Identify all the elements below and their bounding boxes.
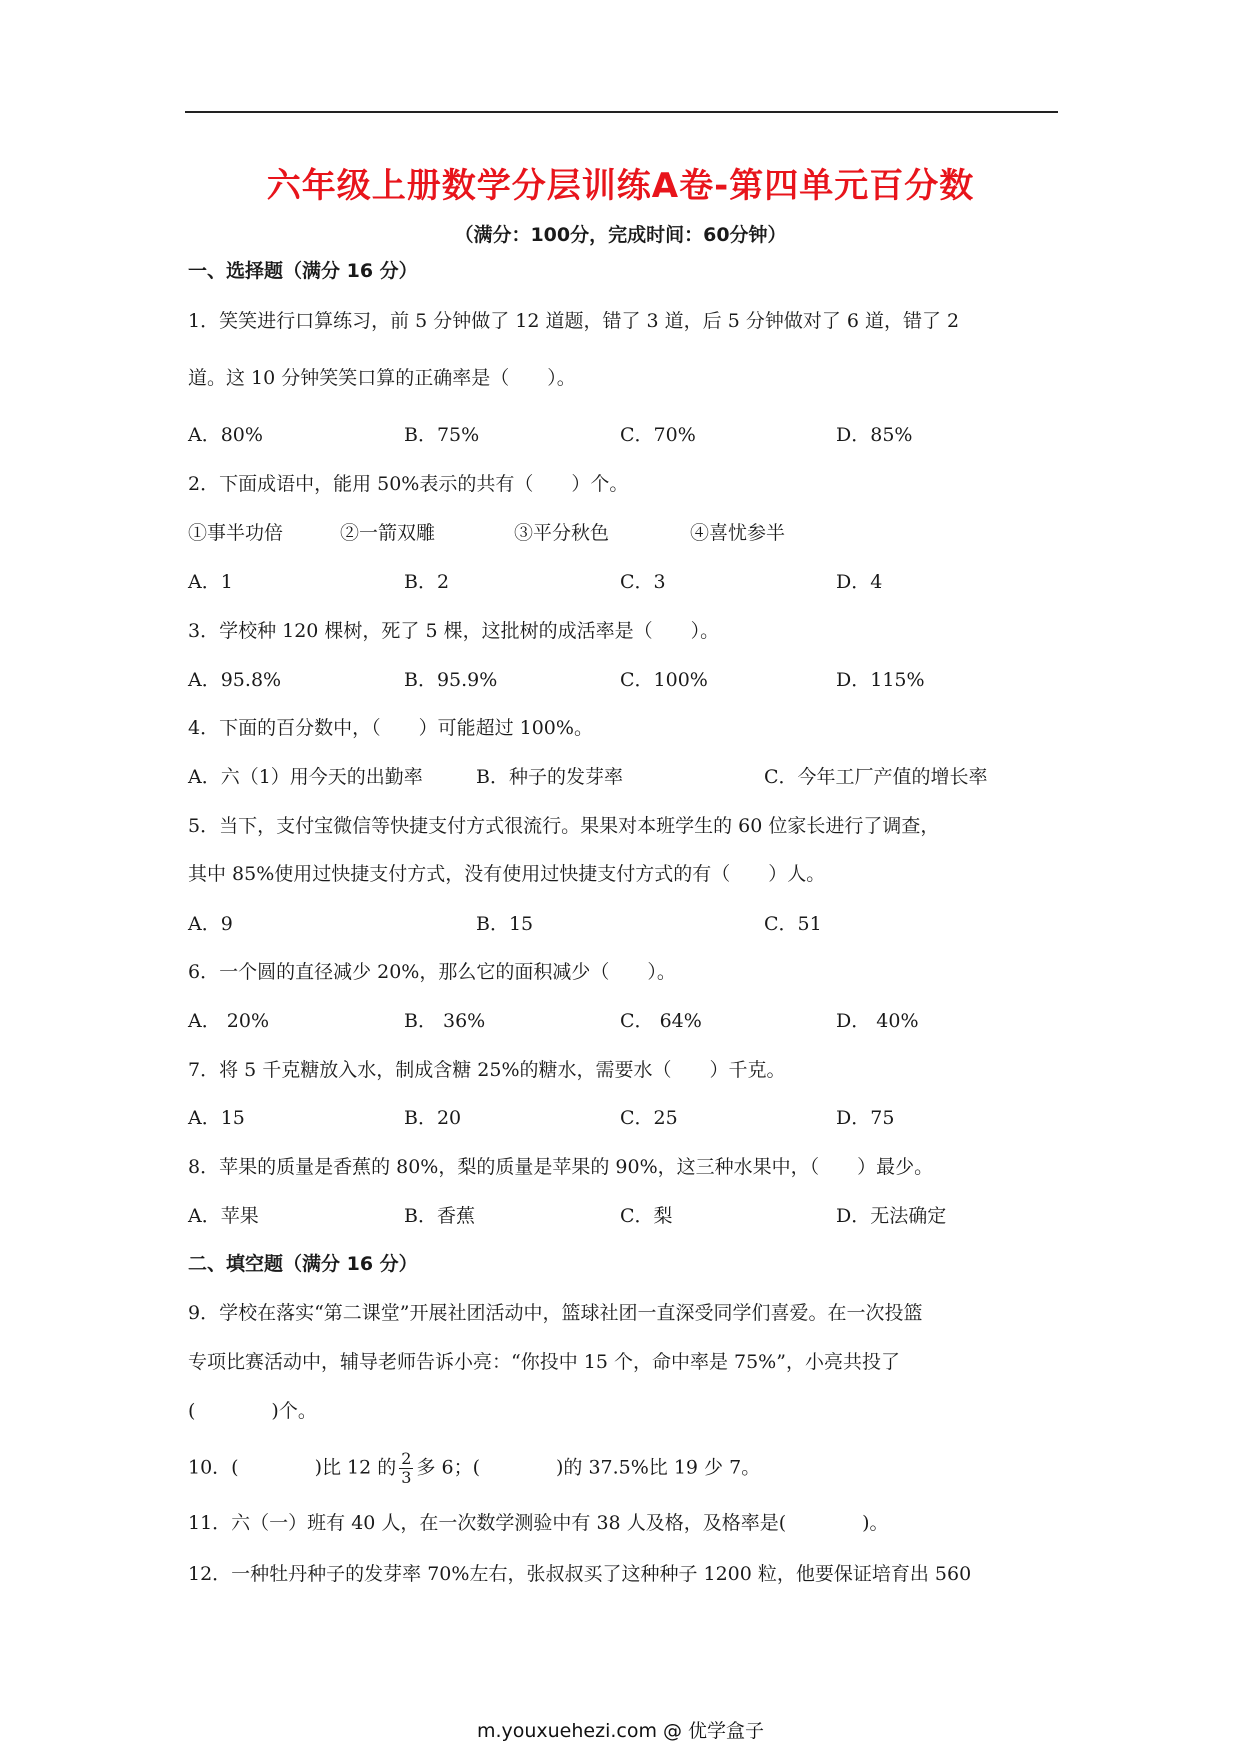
question-7-option-c: C．25 [620,1107,678,1129]
question-3-option-c: C．100% [620,669,708,691]
section-heading-choice: 一、选择题（满分 16 分） [188,260,418,282]
question-2-option-b: B．2 [404,571,450,593]
question-12-line-1: 12．一种牡丹种子的发芽率 70%左右，张叔叔买了这种种子 1200 粒，他要保证培育出 560 [188,1563,972,1585]
question-2-line-1: 2．下面成语中，能用 50%表示的共有（ ）个。 [188,473,629,495]
question-9-line-1: 9．学校在落实“第二课堂”开展社团活动中，篮球社团一直深受同学们喜爱。在一次投篮 [188,1302,923,1324]
question-1-line-2: 道。这 10 分钟笑笑口算的正确率是（ ）。 [188,367,576,389]
question-6-option-d: D． 40% [836,1010,919,1032]
question-2-option-a: A．1 [188,571,233,593]
section-heading-fill: 二、填空题（满分 16 分） [188,1253,418,1275]
question-5-option-b: B．15 [476,913,534,935]
question-2-idiom-4: ④喜忧参半 [690,522,786,544]
question-3-option-d: D．115% [836,669,925,691]
question-2-idiom-3: ③平分秋色 [514,522,610,544]
question-9-line-2: 专项比赛活动中，辅导老师告诉小亮：“你投中 15 个，命中率是 75%”，小亮共投了 [188,1351,900,1373]
question-6-line-1: 6．一个圆的直径减少 20%，那么它的面积减少（ ）。 [188,961,676,983]
question-6-option-c: C． 64% [620,1010,702,1032]
question-1-option-d: D．85% [836,424,913,446]
question-3-line-1: 3．学校种 120 棵树，死了 5 棵，这批树的成活率是（ ）。 [188,620,720,642]
question-10-part-2: 多 6；( )的 37.5%比 19 少 7。 [416,1456,761,1479]
fraction-numerator: 2 [401,1449,412,1468]
question-6-option-a: A． 20% [188,1010,269,1032]
page-subtitle: （满分：100分，完成时间：60分钟） [454,224,787,246]
question-5-line-1: 5．当下，支付宝微信等快捷支付方式很流行。果果对本班学生的 60 位家长进行了调查， [188,815,940,837]
fraction-denominator: 3 [401,1468,412,1487]
question-5-option-a: A．9 [188,913,233,935]
question-10 [188,1450,760,1487]
question-5-line-2: 其中 85%使用过快捷支付方式，没有使用过快捷支付方式的有（ ）人。 [188,863,826,885]
question-1-option-b: B．75% [404,424,480,446]
question-7-line-1: 7．将 5 千克糖放入水，制成含糖 25%的糖水，需要水（ ）千克。 [188,1059,786,1081]
question-7-option-a: A．15 [188,1107,245,1129]
question-4-option-b: B．种子的发芽率 [476,766,623,788]
question-7-option-d: D．75 [836,1107,895,1129]
question-8-option-b: B．香蕉 [404,1205,475,1227]
question-1-option-a: A．80% [188,424,263,446]
question-8-option-d: D．无法确定 [836,1205,947,1227]
question-8-option-c: C．梨 [620,1205,673,1227]
question-2-idiom-1: ①事半功倍 [188,522,284,544]
question-10-part-1: 10．( )比 12 的 [188,1456,397,1479]
question-3-option-a: A．95.8% [188,669,282,691]
question-4-option-a: A．六（1）用今天的出勤率 [188,766,423,788]
question-1-line-1: 1．笑笑进行口算练习，前 5 分钟做了 12 道题，错了 3 道，后 5 分钟做对了 6 道，错了 2 [188,310,960,332]
question-8-line-1: 8．苹果的质量是香蕉的 80%，梨的质量是苹果的 90%，这三种水果中，（ ）最少。 [188,1156,934,1178]
question-8-option-a: A．苹果 [188,1205,259,1227]
question-3-option-b: B．95.9% [404,669,498,691]
question-4-option-c: C．今年工厂产值的增长率 [764,766,988,788]
question-11-line-1: 11．六（一）班有 40 人，在一次数学测验中有 38 人及格，及格率是( )。 [188,1512,889,1534]
question-2-option-c: C．3 [620,571,666,593]
question-1-option-c: C．70% [620,424,696,446]
question-4-line-1: 4．下面的百分数中，（ ）可能超过 100%。 [188,717,593,739]
fraction-two-thirds [399,1450,413,1487]
question-2-idiom-2: ②一箭双雕 [340,522,436,544]
header-rule [185,111,1058,113]
page-title: 六年级上册数学分层训练A卷-第四单元百分数 [266,166,975,206]
question-5-option-c: C．51 [764,913,822,935]
question-6-option-b: B． 36% [404,1010,486,1032]
footer-watermark: m.youxuehezi.com @ 优学盒子 [476,1720,765,1742]
question-7-option-b: B．20 [404,1107,462,1129]
question-9-line-3: ( )个。 [188,1400,317,1422]
question-2-option-d: D．4 [836,571,883,593]
